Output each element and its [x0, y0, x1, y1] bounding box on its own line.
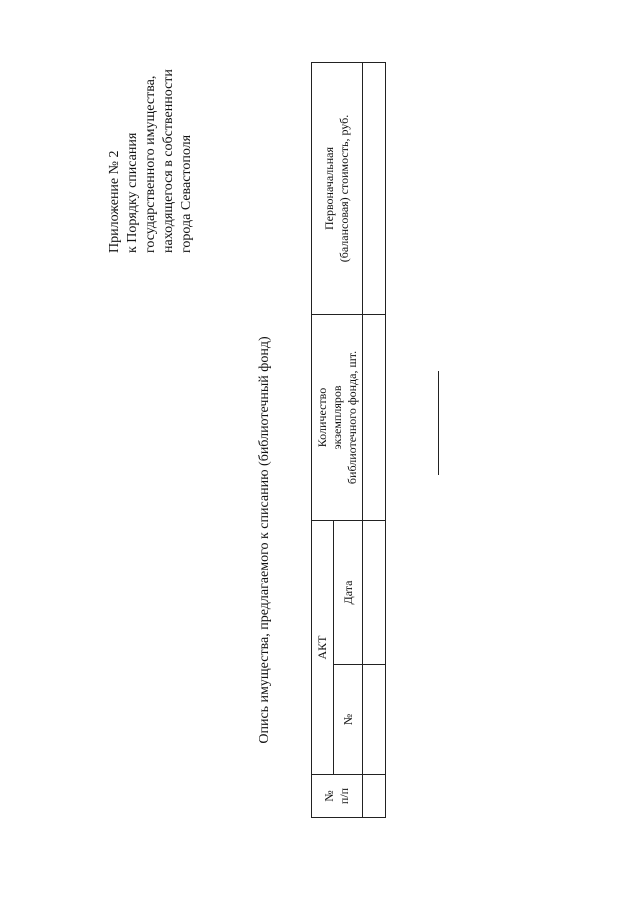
table-cell	[363, 315, 386, 521]
table-cell	[363, 521, 386, 665]
header-act-label: АКТ	[315, 635, 329, 660]
appendix-line: к Порядку списания	[125, 132, 140, 253]
inventory-table	[311, 62, 386, 818]
header-number	[312, 775, 363, 818]
header-quantity	[312, 315, 363, 521]
appendix-line: города Севастополя	[179, 134, 194, 253]
table-cell	[363, 665, 386, 775]
header-cost-line2: (балансовая) стоимость, руб.	[337, 114, 351, 263]
table-cell	[363, 63, 386, 315]
document-title-text: Опись имущества, предлагаемого к списанию (библиотечный фонд)	[257, 336, 272, 744]
appendix-line: находящегося в собственности	[161, 69, 176, 253]
header-number-line2: п/п	[337, 787, 351, 805]
header-act-number	[334, 665, 363, 775]
table-cell	[363, 775, 386, 818]
appendix-line: Приложение № 2	[107, 150, 122, 253]
header-cost	[312, 63, 363, 315]
signature-line	[438, 371, 439, 475]
header-quantity-line2: экземпляров	[329, 385, 344, 450]
table-header-row	[312, 63, 334, 818]
header-cost-line1: Первоначальная	[322, 146, 336, 231]
header-number-line1: №	[322, 790, 336, 802]
header-act-date-label: Дата	[340, 580, 355, 605]
header-act-date	[334, 521, 363, 665]
document-title	[256, 0, 274, 905]
appendix-line: государственного имущества,	[143, 75, 158, 253]
appendix-note	[106, 13, 196, 253]
header-quantity-line3: библиотечного фонда, шт.	[344, 350, 359, 485]
header-act-group	[312, 521, 334, 775]
header-quantity-line1: Количество	[314, 387, 329, 448]
table-row	[363, 63, 386, 818]
header-act-number-label: №	[340, 713, 355, 726]
